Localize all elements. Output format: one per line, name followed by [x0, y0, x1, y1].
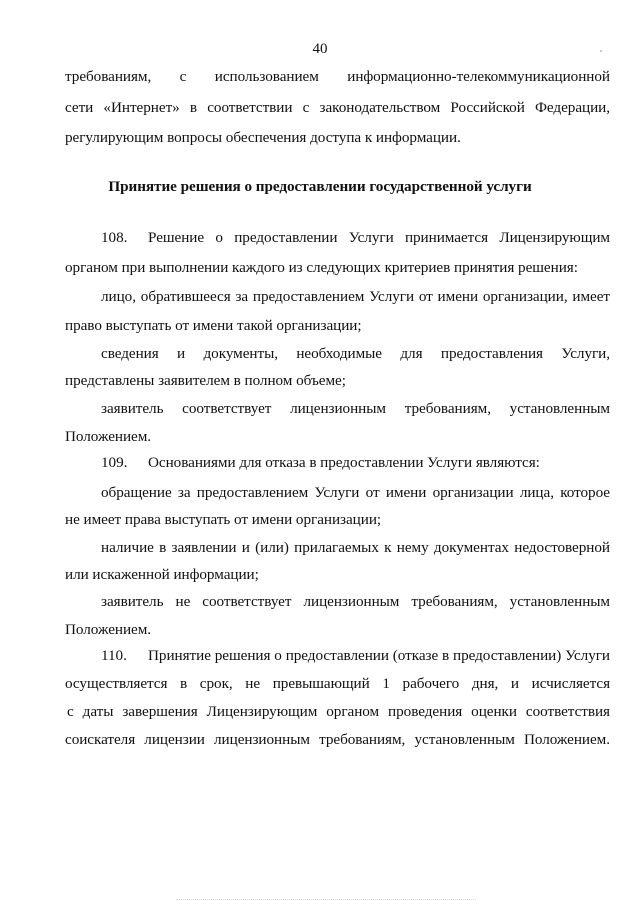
- scan-edge-line: [176, 899, 476, 900]
- clause-110-number: 110.: [101, 647, 127, 664]
- scan-speck: [600, 50, 602, 52]
- refusal-2-line-1: наличие в заявлении и (или) прилагаемых к нему документах недостоверной: [101, 539, 610, 556]
- criterion-3-line-2: Положением.: [65, 428, 152, 445]
- clause-108-number: 108.: [101, 229, 128, 246]
- clause-110-line-1: [101, 645, 610, 667]
- clause-109-number: 109.: [101, 454, 128, 471]
- page-number: 40: [312, 41, 328, 57]
- refusal-3-line-1: заявитель не соответствует лицензионным требованиям, установленным: [101, 593, 610, 610]
- clause-109-line-1: [101, 452, 610, 474]
- section-heading: Принятие решения о предоставлении государственной услуги: [108, 178, 532, 195]
- intro-line-1: требованиям, с использованием информационно-телекоммуникационной: [65, 68, 610, 85]
- refusal-2-line-2: или искаженной информации;: [65, 566, 259, 583]
- refusal-1-line-2: не имеет права выступать от имени организации;: [65, 511, 382, 528]
- clause-108-text: Решение о предоставлении Услуги принимается Лицензирующим: [148, 229, 610, 246]
- criterion-2-line-1: сведения и документы, необходимые для предоставления Услуги,: [101, 345, 610, 362]
- clause-108-line-2: органом при выполнении каждого из следующих критериев принятия решения:: [65, 259, 578, 276]
- criterion-1-line-1: лицо, обратившееся за предоставлением Услуги от имени организации, имеет: [101, 288, 610, 305]
- criterion-2-line-2: представлены заявителем в полном объеме;: [65, 372, 346, 389]
- criterion-1-line-2: право выступать от имени такой организации;: [65, 317, 362, 334]
- refusal-1-line-1: обращение за предоставлением Услуги от имени организации лица, которое: [101, 484, 610, 501]
- clause-110-line-4: соискателя лицензии лицензионным требованиям, установленным Положением.: [65, 731, 610, 748]
- clause-110-line-3: с даты завершения Лицензирующим органом проведения оценки соответствия: [67, 703, 610, 720]
- clause-110-line-2: осуществляется в срок, не превышающий 1 рабочего дня, и исчисляется: [65, 675, 610, 692]
- clause-108-line-1: [101, 227, 610, 249]
- clause-110-text: Принятие решения о предоставлении (отказе в предоставлении) Услуги: [148, 647, 610, 664]
- intro-line-2: сети «Интернет» в соответствии с законодательством Российской Федерации,: [65, 99, 610, 116]
- clause-109-text: Основаниями для отказа в предоставлении Услуги являются:: [148, 454, 540, 471]
- refusal-3-line-2: Положением.: [65, 621, 152, 638]
- criterion-3-line-1: заявитель соответствует лицензионным требованиям, установленным: [101, 400, 610, 417]
- intro-line-3: регулирующим вопросы обеспечения доступа к информации.: [65, 129, 461, 146]
